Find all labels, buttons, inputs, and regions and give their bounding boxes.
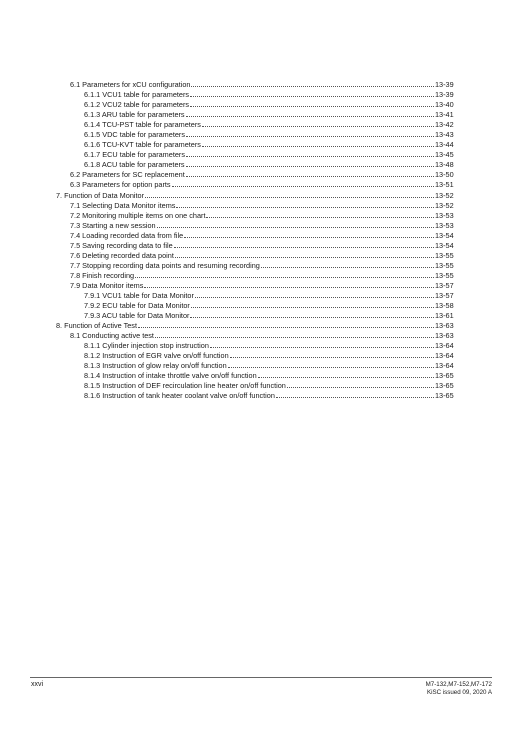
toc-entry-label: 6.2 Parameters for SC replacement — [70, 170, 185, 180]
toc-entry-page: 13-51 — [435, 180, 454, 190]
toc-entry-label: 8.1.5 Instruction of DEF recirculation line heater on/off function — [84, 381, 286, 391]
toc-leader-dots — [202, 146, 434, 147]
toc-entry-page: 13-50 — [435, 170, 454, 180]
toc-entry-page: 13-64 — [435, 361, 454, 371]
toc-leader-dots — [191, 86, 434, 87]
toc-entry-label: 7.7 Stopping recording data points and resuming recording — [70, 260, 260, 270]
toc-entry-page: 13-55 — [435, 260, 454, 270]
toc-entry[interactable] — [0, 381, 522, 391]
footer-page-number: xxvi — [31, 681, 44, 688]
toc-entry-label: 6.1.4 TCU-PST table for parameters — [84, 120, 201, 130]
toc-entry-page: 13-52 — [435, 190, 454, 200]
toc-entry-label: 6.1.7 ECU table for parameters — [84, 150, 185, 160]
toc-entry-page: 13-55 — [435, 270, 454, 280]
toc-entry[interactable] — [0, 180, 522, 190]
toc-leader-dots — [138, 327, 434, 328]
toc-leader-dots — [144, 287, 434, 288]
toc-leader-dots — [190, 106, 434, 107]
toc-entry-label: 6.1.5 VDC table for parameters — [84, 130, 185, 140]
toc-entry[interactable] — [0, 361, 522, 371]
toc-entry-page: 13-41 — [435, 110, 454, 120]
toc-entry-label: 8. Function of Active Test — [56, 321, 137, 331]
toc-entry-label: 7.9 Data Monitor items — [70, 280, 144, 290]
toc-entry[interactable] — [0, 281, 522, 291]
toc-entry-page: 13-53 — [435, 210, 454, 220]
toc-entry-label: 7. Function of Data Monitor — [56, 190, 145, 200]
toc-leader-dots — [186, 176, 434, 177]
toc-leader-dots — [276, 397, 434, 398]
toc-entry-label: 6.1.2 VCU2 table for parameters — [84, 100, 190, 110]
footer-issued: KiSC issued 09, 2020 A — [426, 689, 492, 696]
toc-entry-label: 6.1.3 ARU table for parameters — [84, 110, 185, 120]
toc-leader-dots — [186, 156, 434, 157]
toc-entry-page: 13-63 — [435, 331, 454, 341]
toc-entry[interactable] — [0, 291, 522, 301]
table-of-contents — [0, 80, 522, 402]
toc-leader-dots — [175, 257, 434, 258]
toc-entry[interactable] — [0, 351, 522, 361]
toc-entry-label: 8.1 Conducting active test — [70, 331, 154, 341]
toc-leader-dots — [174, 247, 434, 248]
toc-entry-label: 7.2 Monitoring multiple items on one chart — [70, 210, 206, 220]
toc-entry-label: 6.1.1 VCU1 table for parameters — [84, 90, 190, 100]
toc-entry-page: 13-65 — [435, 381, 454, 391]
footer-info — [426, 681, 492, 697]
toc-entry[interactable] — [0, 251, 522, 261]
toc-entry[interactable] — [0, 90, 522, 100]
toc-entry[interactable] — [0, 221, 522, 231]
toc-leader-dots — [176, 207, 434, 208]
toc-entry[interactable] — [0, 231, 522, 241]
toc-entry-page: 13-43 — [435, 130, 454, 140]
toc-entry-page: 13-57 — [435, 290, 454, 300]
toc-entry-label: 7.8 Finish recording — [70, 270, 135, 280]
toc-entry-label: 6.1 Parameters for xCU configuration — [70, 80, 191, 89]
toc-entry-label: 8.1.6 Instruction of tank heater coolant valve on/off function — [84, 391, 275, 401]
toc-entry-label: 7.9.2 ECU table for Data Monitor — [84, 301, 190, 311]
toc-entry[interactable] — [0, 150, 522, 160]
toc-entry[interactable] — [0, 191, 522, 201]
toc-entry-page: 13-54 — [435, 230, 454, 240]
toc-entry-page: 13-55 — [435, 250, 454, 260]
toc-entry-page: 13-64 — [435, 341, 454, 351]
toc-entry[interactable] — [0, 120, 522, 130]
toc-leader-dots — [191, 307, 434, 308]
toc-entry-label: 7.4 Loading recorded data from file — [70, 230, 184, 240]
toc-entry-label: 8.1.1 Cylinder injection stop instruction — [84, 341, 209, 351]
toc-entry[interactable] — [0, 331, 522, 341]
toc-entry-page: 13-44 — [435, 140, 454, 150]
toc-entry-page: 13-57 — [435, 280, 454, 290]
toc-leader-dots — [186, 136, 434, 137]
toc-entry[interactable] — [0, 391, 522, 401]
toc-entry-label: 6.1.8 ACU table for parameters — [84, 160, 185, 170]
toc-entry-label: 8.1.4 Instruction of intake throttle valve on/off function — [84, 371, 257, 381]
toc-entry[interactable] — [0, 201, 522, 211]
toc-leader-dots — [258, 377, 434, 378]
toc-entry-page: 13-63 — [435, 321, 454, 331]
toc-entry-label: 7.1 Selecting Data Monitor items — [70, 200, 176, 210]
toc-entry-page: 13-39 — [435, 90, 454, 100]
toc-entry-label: 6.3 Parameters for option parts — [70, 180, 171, 190]
toc-leader-dots — [206, 217, 434, 218]
toc-entry-page: 13-64 — [435, 351, 454, 361]
toc-leader-dots — [155, 337, 434, 338]
toc-entry-page: 13-48 — [435, 160, 454, 170]
toc-leader-dots — [190, 96, 434, 97]
toc-entry-page: 13-39 — [435, 80, 454, 89]
toc-entry-label: 8.1.3 Instruction of glow relay on/off function — [84, 361, 227, 371]
toc-entry[interactable] — [0, 100, 522, 110]
toc-entry-page: 13-52 — [435, 200, 454, 210]
toc-entry[interactable] — [0, 271, 522, 281]
toc-leader-dots — [195, 297, 434, 298]
toc-entry[interactable] — [0, 211, 522, 221]
toc-entry[interactable] — [0, 371, 522, 381]
toc-leader-dots — [261, 267, 434, 268]
footer-divider — [30, 677, 492, 678]
toc-entry[interactable] — [0, 301, 522, 311]
toc-entry-page: 13-45 — [435, 150, 454, 160]
toc-entry-page: 13-58 — [435, 301, 454, 311]
toc-entry-label: 7.9.3 ACU table for Data Monitor — [84, 311, 190, 321]
toc-entry-page: 13-65 — [435, 391, 454, 401]
toc-entry-label: 7.3 Starting a new session — [70, 220, 156, 230]
toc-entry-page: 13-53 — [435, 220, 454, 230]
toc-leader-dots — [210, 347, 434, 348]
toc-leader-dots — [186, 166, 434, 167]
toc-entry[interactable] — [0, 261, 522, 271]
footer-models: M7-132,M7-152,M7-172 — [425, 681, 492, 688]
toc-entry[interactable] — [0, 341, 522, 351]
toc-entry-page: 13-65 — [435, 371, 454, 381]
toc-entry-label: 7.6 Deleting recorded data point — [70, 250, 174, 260]
toc-entry[interactable] — [0, 140, 522, 150]
toc-leader-dots — [228, 367, 434, 368]
toc-leader-dots — [186, 116, 434, 117]
toc-entry[interactable] — [0, 241, 522, 251]
toc-entry[interactable] — [0, 80, 522, 90]
toc-entry-page: 13-40 — [435, 100, 454, 110]
toc-entry-page: 13-42 — [435, 120, 454, 130]
toc-leader-dots — [184, 237, 434, 238]
toc-entry-label: 6.1.6 TCU-KVT table for parameters — [84, 140, 201, 150]
toc-entry-label: 8.1.2 Instruction of EGR valve on/off function — [84, 351, 229, 361]
toc-leader-dots — [157, 227, 434, 228]
toc-entry[interactable] — [0, 311, 522, 321]
toc-entry-label: 7.9.1 VCU1 table for Data Monitor — [84, 290, 194, 300]
toc-entry-page: 13-61 — [435, 311, 454, 321]
toc-leader-dots — [202, 126, 434, 127]
toc-entry[interactable] — [0, 170, 522, 180]
toc-leader-dots — [190, 317, 434, 318]
toc-entry[interactable] — [0, 130, 522, 140]
toc-entry[interactable] — [0, 160, 522, 170]
toc-entry-page: 13-54 — [435, 240, 454, 250]
toc-leader-dots — [135, 277, 434, 278]
toc-entry[interactable] — [0, 321, 522, 331]
toc-entry[interactable] — [0, 110, 522, 120]
toc-leader-dots — [145, 197, 434, 198]
toc-entry-label: 7.5 Saving recording data to file — [70, 240, 173, 250]
toc-leader-dots — [287, 387, 434, 388]
toc-leader-dots — [230, 357, 434, 358]
toc-leader-dots — [172, 186, 434, 187]
